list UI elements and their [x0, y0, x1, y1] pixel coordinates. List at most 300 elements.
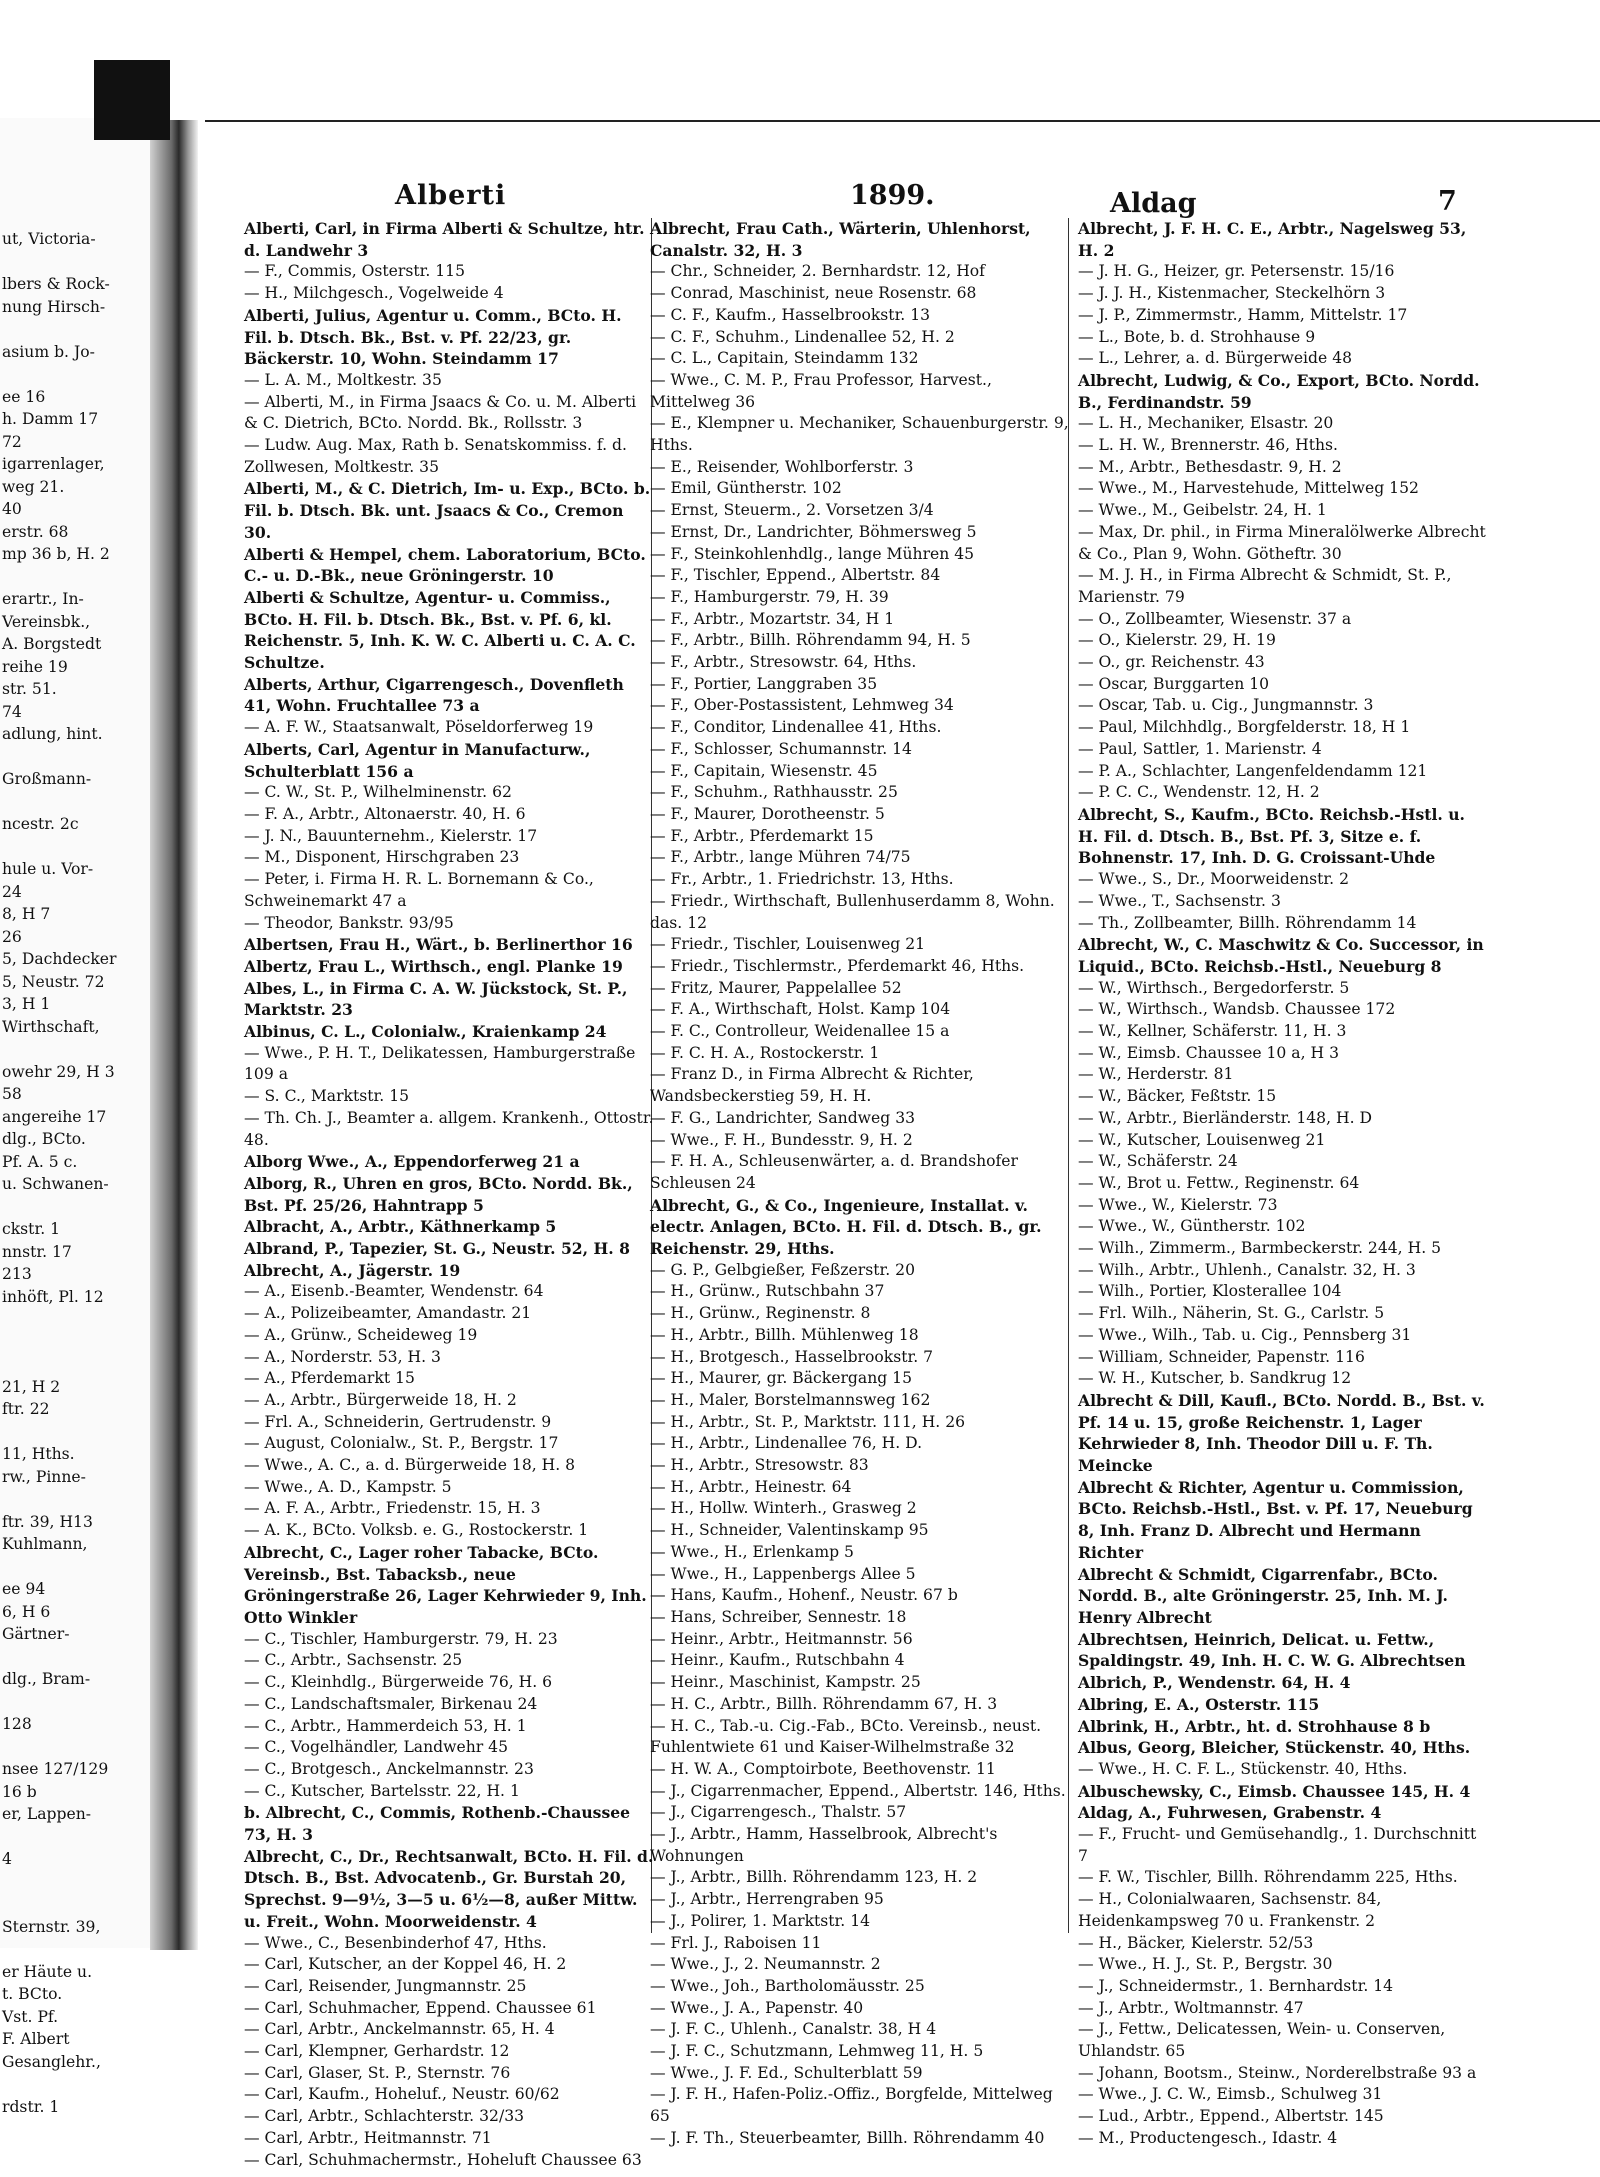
entry-text: Albrecht, C., Lager roher Tabacke, BCto. Vereinsb., Bst. Tabacksb., neue Gröningerstraße 26, Lager Kehrwieder 9, Inh. Otto Winkler: [244, 1542, 647, 1627]
left-fragment: igarrenlager,: [2, 455, 105, 473]
entry-text: — C. F., Kaufm., Hasselbrookstr. 13: [650, 305, 931, 324]
directory-entry: [1078, 1347, 1490, 1369]
entry-text: Albrecht, A., Jägerstr. 19: [244, 1260, 461, 1280]
entry-text: — Carl, Reisender, Jungmannstr. 25: [244, 1976, 527, 1995]
directory-entry: [1078, 674, 1490, 696]
entry-text: — Wilh., Portier, Klosterallee 104: [1078, 1282, 1342, 1301]
left-fragment: er Häute u.: [2, 1962, 93, 1981]
directory-entry: [1078, 1260, 1490, 1282]
entry-text: — W. H., Kutscher, b. Sandkrug 12: [1078, 1369, 1352, 1388]
entry-text: — J., Fettw., Delicatessen, Wein- u. Conserven, Uhlandstr. 65: [1078, 2020, 1446, 2061]
entry-text: — L. A. M., Moltkestr. 35: [244, 370, 442, 389]
entry-text: — F. G., Landrichter, Sandweg 33: [650, 1108, 916, 1127]
entry-text: — Friedr., Tischler, Louisenweg 21: [650, 935, 926, 954]
entry-text: — W., Kutscher, Louisenweg 21: [1078, 1130, 1326, 1149]
directory-entry: [1078, 1477, 1490, 1564]
left-fragment: ckstr. 1: [2, 1220, 61, 1238]
directory-entry: [244, 1650, 654, 1672]
entry-text: — William, Schneider, Papenstr. 116: [1078, 1347, 1365, 1366]
directory-entry: [650, 500, 1070, 522]
entry-text: — J. F. C., Schutzmann, Lehmweg 11, H. 5: [650, 2042, 984, 2061]
entry-text: Albring, E. A., Osterstr. 115: [1078, 1694, 1320, 1714]
entry-text: Albrecht & Dill, Kaufl., BCto. Nordd. B., Bst. v. Pf. 14 u. 15, große Reichenstr. 1, Lager Kehrwieder 8, Inh. Theodor Dill u. F. Th. Meincke: [1078, 1390, 1485, 1476]
directory-entry: [650, 348, 1070, 370]
left-fragment: 213: [2, 1265, 32, 1283]
directory-entry: [650, 2063, 1070, 2085]
directory-entry: [1078, 782, 1490, 804]
directory-entry: [244, 826, 654, 848]
directory-entry: [650, 1694, 1070, 1716]
directory-entry: [1078, 2019, 1490, 2062]
left-fragment: 128: [2, 1715, 32, 1733]
left-fragment: ee 94: [2, 1580, 46, 1598]
entry-text: Alberts, Carl, Agentur in Manufacturw., Schulterblatt 156 a: [244, 739, 591, 781]
entry-text: — Paul, Milchhdlg., Borgfelderstr. 18, H 1: [1078, 718, 1411, 737]
directory-entry: [244, 1498, 654, 1520]
left-fragment: Sternstr. 39,: [2, 1917, 101, 1936]
directory-entry: [650, 1781, 1070, 1803]
entry-text: — Oscar, Burggarten 10: [1078, 674, 1270, 693]
entry-text: Alberti, Julius, Agentur u. Comm., BCto. H. Fil. b. Dtsch. Bk., Bst. v. Pf. 22/23, gr. Bäckerstr. 10, Wohn. Steindamm 17: [244, 305, 622, 369]
entry-text: — Th., Zollbeamter, Billh. Röhrendamm 14: [1078, 913, 1417, 932]
directory-entry: [650, 2041, 1070, 2063]
directory-entry: [1078, 630, 1490, 652]
entry-text: — F. H. A., Schleusenwärter, a. d. Brandshofer Schleusen 24: [650, 1152, 1018, 1192]
directory-entry: [244, 435, 654, 478]
directory-entry: [650, 609, 1070, 631]
directory-entry: [650, 261, 1070, 283]
entry-text: — Peter, i. Firma H. R. L. Bornemann & Co., Schweinemarkt 47 a: [244, 870, 594, 910]
entry-text: — H., Bäcker, Kielerstr. 52/53: [1078, 1933, 1314, 1952]
directory-entry: [650, 1130, 1070, 1152]
left-fragment: weg 21.: [2, 477, 65, 496]
entry-text: — F., Arbtr., Mozartstr. 34, H 1: [650, 609, 895, 628]
directory-entry: [244, 1151, 654, 1173]
directory-entry: [244, 674, 654, 717]
entry-text: — H., Arbtr., St. P., Marktstr. 111, H. 26: [650, 1412, 966, 1431]
left-fragment: [2, 791, 148, 814]
directory-entry: [244, 782, 654, 804]
directory-entry: [1078, 1303, 1490, 1325]
directory-entry: [244, 1694, 654, 1716]
entry-text: — Wwe., H. J., St. P., Bergstr. 30: [1078, 1955, 1333, 1974]
left-fragment: rw., Pinne-: [2, 1467, 86, 1486]
left-fragment: [2, 1421, 148, 1444]
left-fragment: A. Borgstedt: [2, 635, 102, 653]
directory-entry: [1078, 1564, 1490, 1629]
entry-text: — Frl. J., Raboisen 11: [650, 1933, 822, 1952]
entry-text: — C., Tischler, Hamburgerstr. 79, H. 23: [244, 1629, 558, 1648]
directory-entry: [244, 1021, 654, 1043]
entry-text: — L., Lehrer, a. d. Bürgerweide 48: [1078, 349, 1353, 368]
directory-entry: [244, 1433, 654, 1455]
directory-entry: [650, 1390, 1070, 1412]
directory-entry: [244, 1281, 654, 1303]
directory-entry: [1078, 435, 1490, 457]
entry-text: — F. C., Controlleur, Weidenallee 15 a: [650, 1022, 950, 1041]
directory-entry: [1078, 1759, 1490, 1781]
directory-entry: [244, 1303, 654, 1325]
directory-entry: [244, 2019, 654, 2041]
directory-entry: [244, 1086, 654, 1108]
entry-text: — Heinr., Maschinist, Kampstr. 25: [650, 1673, 921, 1692]
left-fragment: 24: [2, 882, 22, 901]
entry-text: — F., Frucht- und Gemüsehandlg., 1. Durchschnitt 7: [1078, 1825, 1477, 1865]
left-fragment: u. Schwanen-: [2, 1175, 109, 1193]
left-fragment: ee 16: [2, 387, 46, 406]
entry-text: — O., gr. Reichenstr. 43: [1078, 653, 1265, 672]
directory-entry: [650, 1347, 1070, 1369]
entry-text: — Lud., Arbtr., Eppend., Albertstr. 145: [1078, 2107, 1384, 2126]
left-fragment: t. BCto.: [2, 1985, 63, 2003]
left-fragment: nnstr. 17: [2, 1242, 72, 1261]
directory-entry: [650, 847, 1070, 869]
directory-entry: [650, 1498, 1070, 1520]
directory-entry: [650, 1672, 1070, 1694]
entry-text: — M., Arbtr., Bethesdastr. 9, H. 2: [1078, 457, 1342, 476]
directory-entry: [1078, 1933, 1490, 1955]
directory-entry: [244, 1781, 654, 1803]
entry-text: — Franz D., in Firma Albrecht & Richter, Wandsbeckerstieg 59, H. H.: [650, 1065, 974, 1106]
entry-text: — F. W., Tischler, Billh. Röhrendamm 225, Hths.: [1078, 1868, 1458, 1887]
directory-entry: [650, 826, 1070, 848]
entry-text: — C., Kutscher, Bartelsstr. 22, H. 1: [244, 1781, 520, 1800]
entry-text: — E., Klempner u. Mechaniker, Schauenburgerstr. 9, Hths.: [650, 414, 1069, 455]
entry-text: — Hans, Kaufm., Hohenf., Neustr. 67 b: [650, 1586, 958, 1605]
directory-entry: [244, 913, 654, 935]
directory-entry: [650, 1455, 1070, 1477]
entry-text: Albuschewsky, C., Eimsb. Chaussee 145, H. 4: [1078, 1781, 1471, 1801]
left-fragment: dlg., Bram-: [2, 1670, 91, 1688]
entry-text: Alborg Wwe., A., Eppendorferweg 21 a: [244, 1152, 580, 1172]
directory-entry: [650, 761, 1070, 783]
entry-text: — Wwe., Wilh., Tab. u. Cig., Pennsberg 31: [1078, 1325, 1412, 1344]
left-fragment: angereihe 17: [2, 1107, 107, 1126]
entry-text: — H. C., Arbtr., Billh. Röhrendamm 67, H. 3: [650, 1694, 998, 1713]
entry-text: Albrecht, Frau Cath., Wärterin, Uhlenhorst, Canalstr. 32, H. 3: [650, 219, 1031, 260]
directory-entry: [650, 1325, 1070, 1347]
entry-text: — Wilh., Zimmerm., Barmbeckerstr. 244, H. 5: [1078, 1239, 1442, 1258]
directory-entry: [244, 717, 654, 739]
entry-text: — C., Arbtr., Sachsenstr. 25: [244, 1651, 463, 1670]
entry-text: — Th. Ch. J., Beamter a. allgem. Krankenh., Ottostr. 48.: [244, 1108, 654, 1149]
left-fragment: 21, H 2: [2, 1377, 61, 1396]
entry-text: — A., Eisenb.-Beamter, Wendenstr. 64: [244, 1282, 544, 1301]
entry-text: — E., Reisender, Wohlborferstr. 3: [650, 457, 914, 476]
entry-text: — Carl, Arbtr., Anckelmannstr. 65, H. 4: [244, 2020, 555, 2039]
directory-entry: [244, 1954, 654, 1976]
entry-text: — Ernst, Steuerm., 2. Vorsetzen 3/4: [650, 501, 934, 520]
entry-text: — W., Kellner, Schäferstr. 11, H. 3: [1078, 1022, 1347, 1041]
entry-text: — J., Cigarrenmacher, Eppend., Albertstr. 146, Hths.: [650, 1781, 1066, 1800]
directory-entry: [1078, 739, 1490, 761]
entry-text: Aldag, A., Fuhrwesen, Grabenstr. 4: [1078, 1803, 1382, 1823]
entry-text: — Theodor, Bankstr. 93/95: [244, 913, 454, 932]
left-fragment: Gärtner-: [2, 1625, 70, 1643]
directory-entry: [244, 218, 654, 261]
directory-entry: [650, 739, 1070, 761]
directory-entry: [244, 1759, 654, 1781]
entry-text: — W., Brot u. Fettw., Reginenstr. 64: [1078, 1173, 1360, 1192]
directory-entry: [244, 587, 654, 674]
directory-entry: [244, 978, 654, 1021]
directory-entry: [1078, 1151, 1490, 1173]
left-fragment: 5, Neustr. 72: [2, 972, 105, 991]
directory-entry: [650, 1911, 1070, 1933]
left-fragment: adlung, hint.: [2, 725, 103, 743]
left-fragment: nsee 127/129: [2, 1760, 109, 1778]
left-fragment: 74: [2, 702, 22, 721]
entry-text: Alberti, M., & C. Dietrich, Im- u. Exp., BCto. b. Fil. b. Dtsch. Bk. unt. Jsaacs & Co., Cremon 30.: [244, 479, 651, 542]
entry-text: — W., Bäcker, Feßtstr. 15: [1078, 1087, 1277, 1106]
directory-entry: [244, 478, 654, 543]
directory-entry: [1078, 2106, 1490, 2128]
directory-entry: [650, 565, 1070, 587]
directory-entry: [650, 1195, 1070, 1260]
directory-entry: [1078, 761, 1490, 783]
directory-entry: [1078, 1672, 1490, 1694]
directory-entry: [244, 847, 654, 869]
entry-text: — Johann, Bootsm., Steinw., Norderelbstraße 93 a: [1078, 2063, 1477, 2082]
entry-text: — A., Grünw., Scheideweg 19: [244, 1325, 478, 1344]
left-fragment: ftr. 22: [2, 1400, 50, 1418]
directory-entry: [1078, 934, 1490, 977]
directory-entry: [244, 1173, 654, 1216]
entry-text: — F., Capitain, Wiesenstr. 45: [650, 761, 878, 780]
directory-entry: [650, 1260, 1070, 1282]
entry-text: — F., Hamburgerstr. 79, H. 39: [650, 587, 889, 606]
entry-text: — Wwe., H. C. F. L., Stückenstr. 40, Hths.: [1078, 1759, 1408, 1778]
left-fragment: lbers & Rock-: [2, 275, 110, 293]
directory-entry: [244, 1477, 654, 1499]
entry-text: — O., Zollbeamter, Wiesenstr. 37 a: [1078, 609, 1352, 628]
directory-entry: [1078, 1368, 1490, 1390]
directory-entry: [650, 1802, 1070, 1824]
entry-text: — Conrad, Maschinist, neue Rosenstr. 68: [650, 284, 977, 303]
entry-text: Albracht, A., Arbtr., Käthnerkamp 5: [244, 1217, 557, 1237]
left-fragment: [2, 318, 148, 341]
entry-text: — Carl, Klempner, Gerhardstr. 12: [244, 2042, 510, 2061]
directory-entry: [244, 1716, 654, 1738]
directory-column-2: [650, 218, 1070, 2147]
entry-text: — G. P., Gelbgießer, Feßzerstr. 20: [650, 1260, 915, 1279]
left-fragment: nung Hirsch-: [2, 297, 106, 316]
entry-text: — O., Kielerstr. 29, H. 19: [1078, 631, 1276, 650]
entry-text: — Oscar, Tab. u. Cig., Jungmannstr. 3: [1078, 696, 1374, 715]
left-fragment: [2, 1826, 148, 1849]
entry-text: — F., Arbtr., Stresowstr. 64, Hths.: [650, 653, 917, 672]
directory-entry: [244, 1238, 654, 1260]
directory-entry: [1078, 283, 1490, 305]
entry-text: — Ludw. Aug. Max, Rath b. Senatskommiss. f. d. Zollwesen, Moltkestr. 35: [244, 436, 627, 476]
directory-entry: [1078, 327, 1490, 349]
entry-text: — F. C. H. A., Rostockerstr. 1: [650, 1043, 880, 1062]
directory-entry: [1078, 1737, 1490, 1759]
directory-entry: [650, 587, 1070, 609]
entry-text: — C., Kleinhdlg., Bürgerweide 76, H. 6: [244, 1673, 553, 1692]
entry-text: — Carl, Kaufm., Hoheluf., Neustr. 60/62: [244, 2085, 560, 2104]
entry-text: — Carl, Glaser, St. P., Sternstr. 76: [244, 2063, 511, 2082]
entry-text: — J. P., Zimmermstr., Hamm, Mittelstr. 17: [1078, 305, 1408, 324]
left-fragment: 16 b: [2, 1782, 37, 1801]
entry-text: — A., Polizeibeamter, Amandastr. 21: [244, 1304, 532, 1323]
entry-text: — H. C., Tab.-u. Cig.-Fab., BCto. Vereinsb., neust. Fuhlentwiete 61 und Kaiser-Wilhelmstraße 32: [650, 1716, 1042, 1757]
directory-entry: [650, 1933, 1070, 1955]
directory-entry: [650, 1412, 1070, 1434]
directory-entry: [1078, 1173, 1490, 1195]
left-fragment: [2, 2073, 148, 2096]
directory-entry: [650, 1021, 1070, 1043]
directory-entry: [1078, 565, 1490, 608]
left-fragment: erartr., In-: [2, 590, 84, 608]
directory-entry: [650, 1867, 1070, 1889]
directory-entry: [650, 1976, 1070, 1998]
directory-entry: [1078, 2084, 1490, 2106]
directory-entry: [244, 739, 654, 782]
directory-entry: [244, 1260, 654, 1282]
directory-entry: [244, 1043, 654, 1086]
entry-text: — C., Arbtr., Hammerdeich 53, H. 1: [244, 1716, 527, 1735]
directory-entry: [650, 869, 1070, 891]
entry-text: — F., Arbtr., lange Mühren 74/75: [650, 848, 911, 867]
directory-entry: [244, 1846, 654, 1933]
directory-entry: [650, 478, 1070, 500]
entry-text: Albertsen, Frau H., Wärt., b. Berlinerthor 16: [244, 935, 633, 955]
directory-entry: [244, 2041, 654, 2063]
directory-entry: [1078, 891, 1490, 913]
directory-entry: [650, 956, 1070, 978]
left-fragment: str. 51.: [2, 680, 57, 698]
scan-edge-mark: [94, 60, 170, 140]
page-header: [205, 180, 1457, 219]
left-fragment: Gesanglehr.,: [2, 2052, 101, 2071]
entry-text: — J., Schneidermstr., 1. Bernhardstr. 14: [1078, 1976, 1394, 1995]
entry-text: Albrand, P., Tapezier, St. G., Neustr. 52, H. 8: [244, 1239, 630, 1259]
directory-entry: [650, 978, 1070, 1000]
directory-entry: [1078, 1064, 1490, 1086]
entry-text: — F., Arbtr., Billh. Röhrendamm 94, H. 5: [650, 631, 971, 650]
directory-entry: [650, 1889, 1070, 1911]
directory-entry: [650, 1542, 1070, 1564]
entry-text: — Friedr., Tischlermstr., Pferdemarkt 46, Hths.: [650, 956, 1025, 975]
left-fragment: [2, 1893, 148, 1916]
directory-entry: [650, 1477, 1070, 1499]
entry-text: — J., Arbtr., Billh. Röhrendamm 123, H. 2: [650, 1868, 978, 1887]
directory-entry: [650, 717, 1070, 739]
directory-entry: [650, 652, 1070, 674]
entry-text: — Hans, Schreiber, Sennestr. 18: [650, 1608, 907, 1626]
directory-entry: [244, 956, 654, 978]
header-last-name: Aldag: [1110, 188, 1197, 219]
directory-entry: [1078, 1325, 1490, 1347]
directory-entry: [244, 2063, 654, 2085]
entry-text: — F. A., Wirthschaft, Holst. Kamp 104: [650, 1000, 951, 1019]
directory-entry: [650, 999, 1070, 1021]
directory-entry: [244, 934, 654, 956]
directory-entry: [650, 1824, 1070, 1867]
left-fragment: ftr. 39, H13: [2, 1512, 93, 1531]
header-year: 1899.: [850, 180, 935, 211]
entry-text: Albrink, H., Arbtr., ht. d. Strohhause 8 b: [1078, 1716, 1431, 1736]
directory-entry: [244, 1412, 654, 1434]
entry-text: — Wwe., A. C., a. d. Bürgerweide 18, H. 8: [244, 1456, 576, 1475]
directory-entry: [650, 1520, 1070, 1542]
left-fragment: 72: [2, 432, 22, 451]
entry-text: — A., Arbtr., Bürgerweide 18, H. 2: [244, 1390, 517, 1409]
directory-entry: [1078, 1108, 1490, 1130]
directory-entry: [650, 1064, 1070, 1107]
entry-text: — C. F., Schuhm., Lindenallee 52, H. 2: [650, 327, 955, 346]
entry-text: — M., Productengesch., Idastr. 4: [1078, 2128, 1338, 2147]
entry-text: Alborg, R., Uhren en gros, BCto. Nordd. Bk., Bst. Pf. 25/26, Hahntrapp 5: [244, 1173, 633, 1215]
directory-entry: [1078, 609, 1490, 631]
entry-text: — H., Milchgesch., Vogelweide 4: [244, 284, 504, 303]
directory-entry: [1078, 1043, 1490, 1065]
entry-text: — Carl, Arbtr., Heitmannstr. 71: [244, 2128, 492, 2147]
left-fragment: 5, Dachdecker: [2, 950, 117, 968]
directory-entry: [244, 1998, 654, 2020]
entry-text: — Heinr., Arbtr., Heitmannstr. 56: [650, 1629, 913, 1648]
entry-text: — M. J. H., in Firma Albrecht & Schmidt, St. P., Marienstr. 79: [1078, 566, 1452, 606]
directory-entry: [244, 1325, 654, 1347]
left-fragment: mp 36 b, H. 2: [2, 545, 110, 563]
entry-text: — C. L., Capitain, Steindamm 132: [650, 349, 919, 368]
directory-entry: [650, 891, 1070, 934]
left-fragment: Vst. Pf.: [2, 2007, 59, 2026]
directory-entry: [1078, 869, 1490, 891]
directory-entry: [650, 674, 1070, 696]
directory-entry: [244, 1347, 654, 1369]
directory-entry: [650, 2019, 1070, 2041]
directory-entry: [1078, 1629, 1490, 1672]
entry-text: Albes, L., in Firma C. A. W. Jückstock, St. P., Marktstr. 23: [244, 978, 628, 1020]
directory-entry: [244, 1216, 654, 1238]
entry-text: Albrechtsen, Heinrich, Delicat. u. Fettw., Spaldingstr. 49, Inh. H. C. W. G. Albrechtsen: [1078, 1629, 1466, 1671]
directory-entry: [650, 1998, 1070, 2020]
left-fragment: ncestr. 2c: [2, 815, 79, 833]
left-fragment: 26: [2, 927, 22, 946]
directory-entry: [650, 522, 1070, 544]
entry-text: — Wwe., J. C. W., Eimsb., Schulweg 31: [1078, 2085, 1383, 2104]
directory-entry: [244, 2150, 654, 2172]
entry-text: — J., Polirer, 1. Marktstr. 14: [650, 1911, 871, 1930]
entry-text: — J., Cigarrengesch., Thalstr. 57: [650, 1803, 907, 1822]
left-fragment: [2, 566, 148, 589]
entry-text: — F., Schlosser, Schumannstr. 14: [650, 739, 912, 758]
entry-text: — Fritz, Maurer, Pappelallee 52: [650, 978, 902, 997]
directory-entry: [1078, 1889, 1490, 1932]
directory-column-1: [244, 218, 654, 2169]
entry-text: Albertz, Frau L., Wirthsch., engl. Planke 19: [244, 956, 623, 976]
entry-text: — L., Bote, b. d. Strohhause 9: [1078, 327, 1316, 346]
entry-text: — Wwe., W., Kielerstr. 73: [1078, 1195, 1278, 1214]
entry-text: — H., Schneider, Valentinskamp 95: [650, 1521, 929, 1540]
left-fragment: reihe 19: [2, 657, 68, 676]
directory-entry: [244, 2084, 654, 2106]
entry-text: — C., Brotgesch., Anckelmannstr. 23: [244, 1759, 534, 1778]
directory-entry: [650, 695, 1070, 717]
entry-text: — W., Schäferstr. 24: [1078, 1152, 1238, 1171]
directory-entry: [650, 630, 1070, 652]
page-number: 7: [1438, 186, 1457, 217]
header-first-name: Alberti: [395, 180, 507, 211]
entry-text: — J. J. H., Kistenmacher, Steckelhörn 3: [1078, 284, 1386, 303]
directory-entry: [650, 1433, 1070, 1455]
entry-text: — C., Vogelhändler, Landwehr 45: [244, 1738, 508, 1757]
entry-text: — F., Portier, Langgraben 35: [650, 674, 878, 693]
directory-entry: [244, 370, 654, 392]
entry-text: — P. C. C., Wendenstr. 12, H. 2: [1078, 783, 1320, 802]
